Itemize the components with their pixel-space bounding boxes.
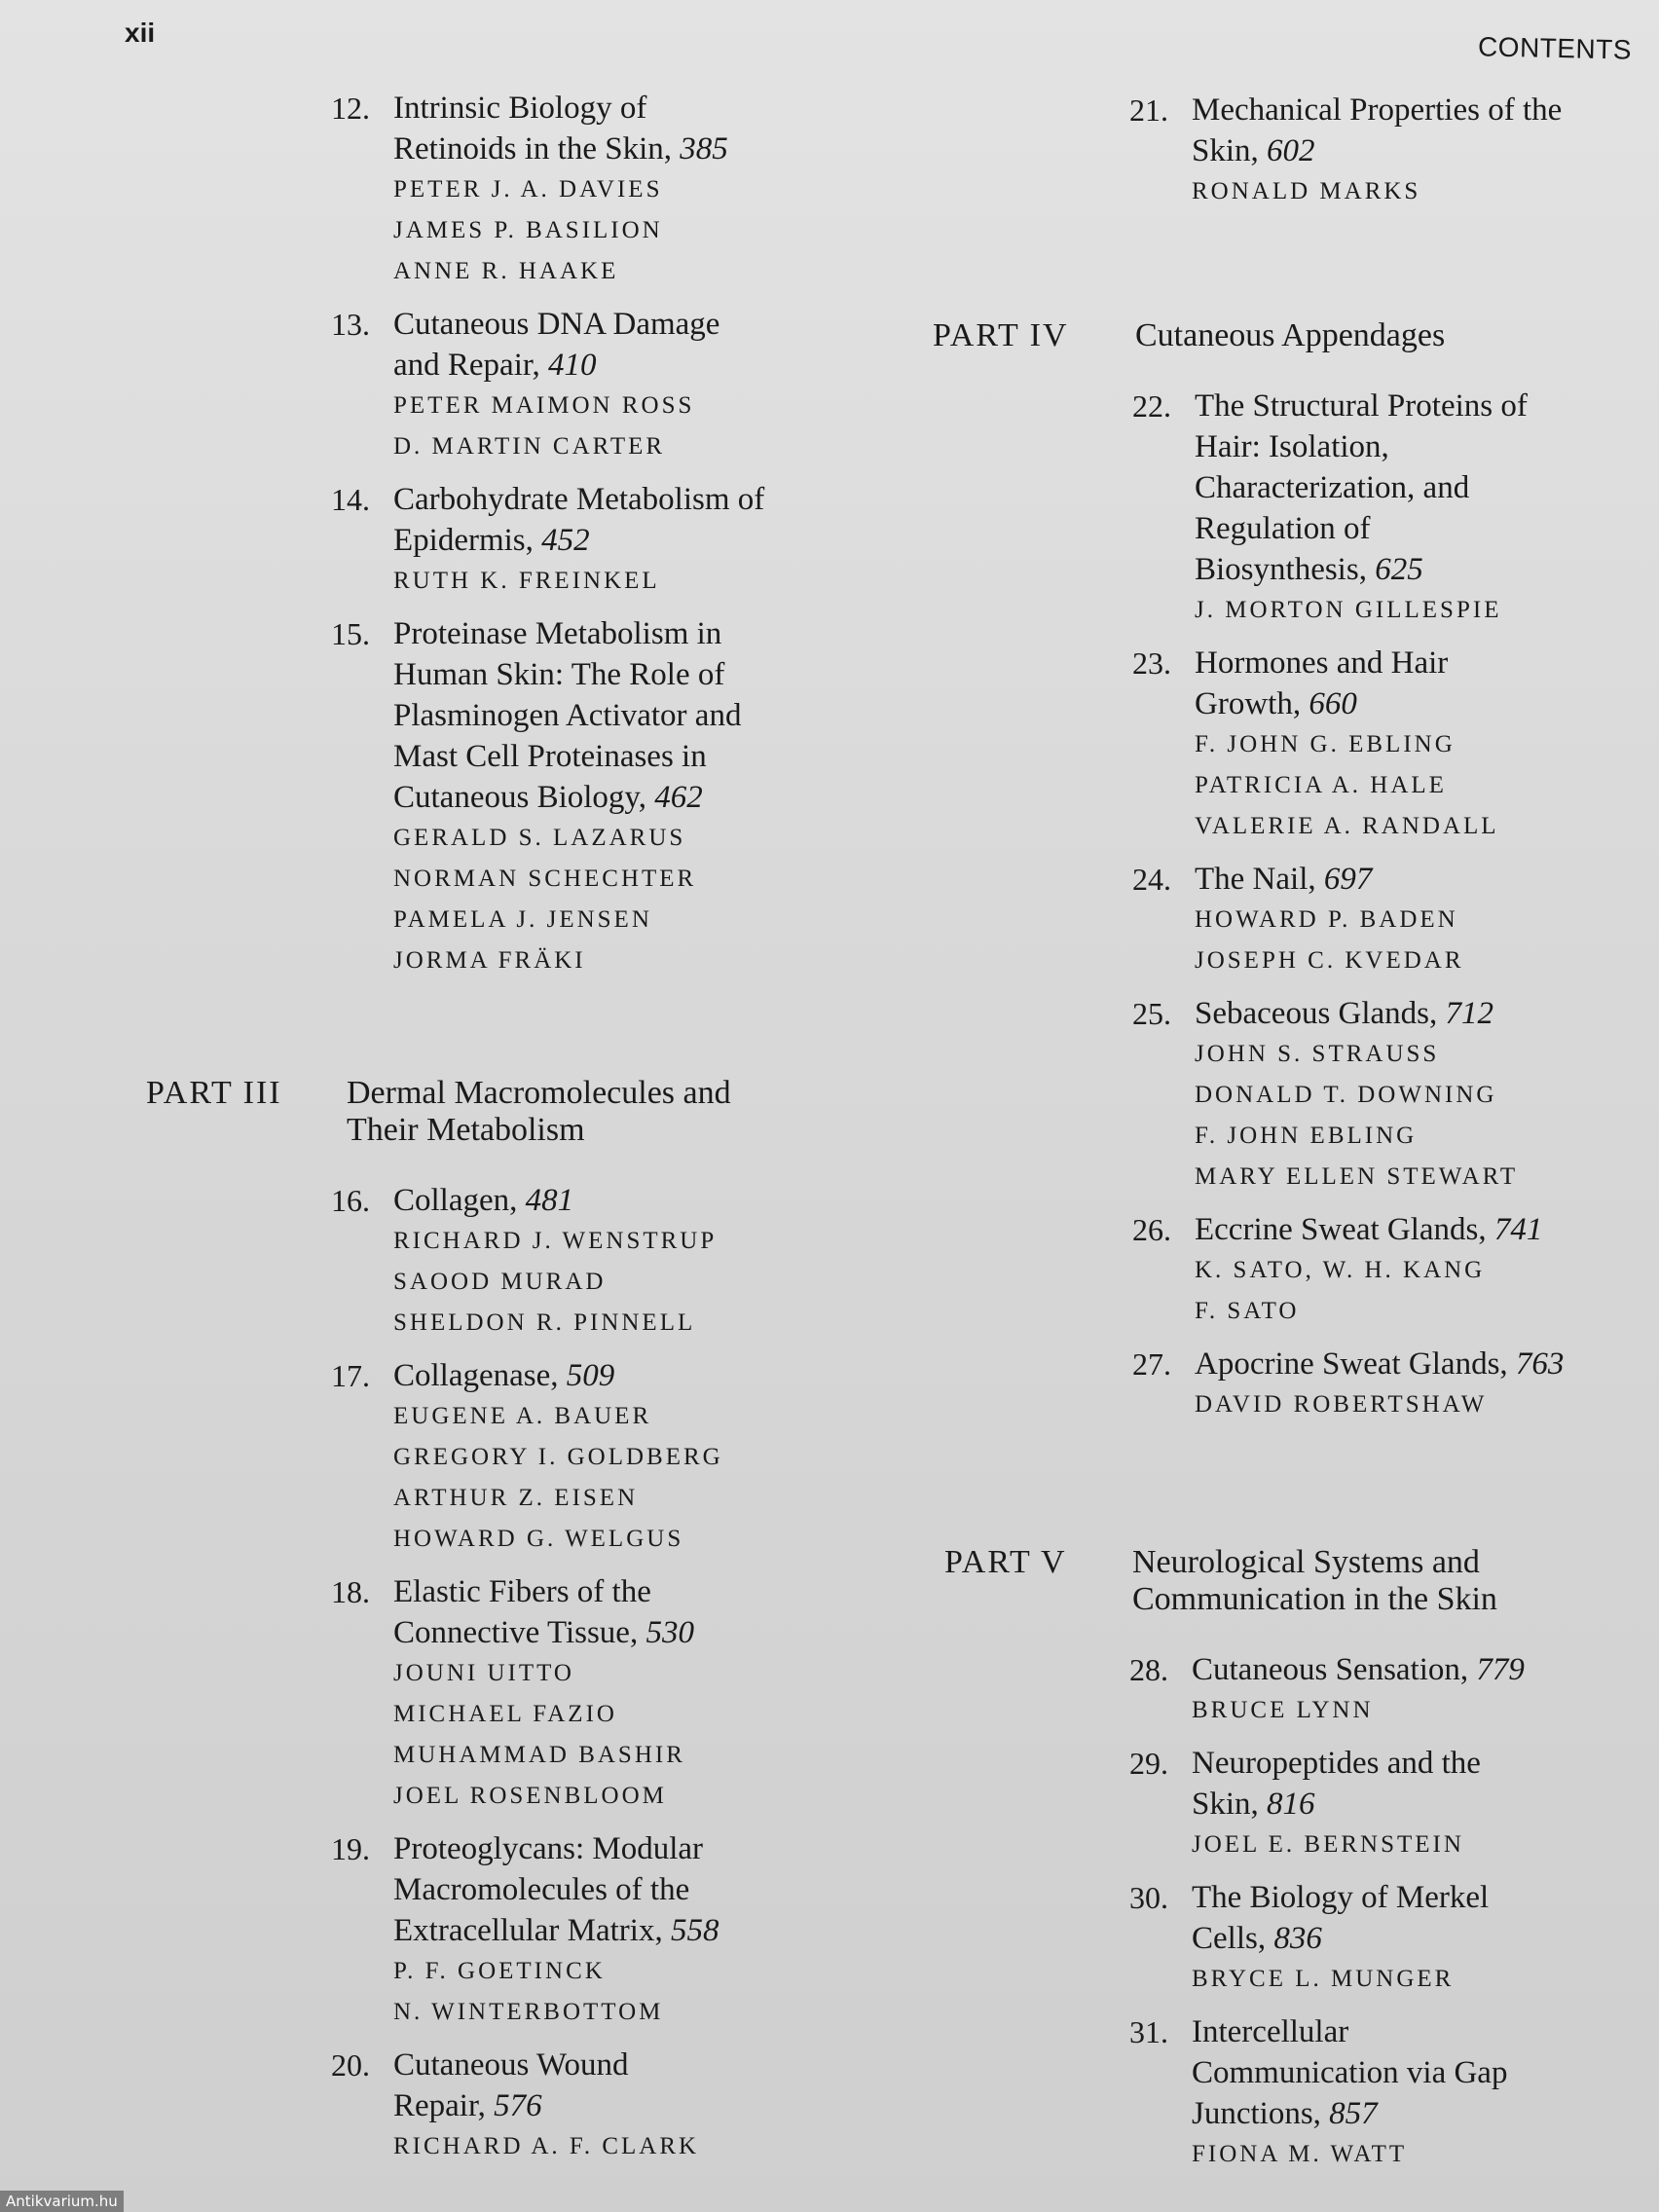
chapter-page: 452 (541, 523, 590, 558)
chapter-body (393, 1355, 876, 1560)
chapter-title-line: Skin, 602 (1192, 133, 1315, 168)
toc-entry (1129, 1877, 1636, 2000)
chapter-number: 14. (331, 482, 370, 517)
chapter-author: N. WINTERBOTTOM (393, 1999, 664, 2025)
toc-entry (1132, 1209, 1639, 1332)
part-title (1132, 1544, 1497, 1618)
part-label: PART IV (933, 317, 1069, 353)
chapter-author: NORMAN SCHECHTER (393, 866, 697, 892)
part-5-heading (944, 1544, 1497, 1618)
chapter-author: ANNE R. HAAKE (393, 258, 619, 284)
chapter-body (393, 88, 876, 292)
chapter-author: JOUNI UITTO (393, 1660, 574, 1686)
chapter-title-line: Apocrine Sweat Glands, 763 (1195, 1346, 1565, 1382)
chapter-author: RICHARD J. WENSTRUP (393, 1228, 718, 1254)
chapter-number: 21. (1129, 92, 1168, 128)
chapter-title-line: Neuropeptides and the (1192, 1746, 1481, 1781)
chapter-author: JOSEPH C. KVEDAR (1195, 947, 1464, 974)
chapter-number: 16. (331, 1183, 370, 1218)
part-title-line: Dermal Macromolecules and (347, 1075, 731, 1111)
chapter-title-line: Carbohydrate Metabolism of (393, 482, 765, 517)
chapter-page: 660 (1309, 686, 1357, 721)
chapter-author: PATRICIA A. HALE (1195, 772, 1447, 798)
chapter-page: 385 (680, 131, 728, 166)
chapter-title-line: Regulation of (1195, 511, 1371, 546)
chapter-body (1192, 1743, 1636, 1865)
chapter-number: 27. (1132, 1346, 1171, 1382)
chapter-title-line: Hair: Isolation, (1195, 429, 1389, 464)
chapter-number: 23. (1132, 645, 1171, 681)
chapter-title-line: The Structural Proteins of (1195, 388, 1528, 424)
chapter-page: 602 (1267, 133, 1315, 168)
chapter-number: 30. (1129, 1880, 1168, 1915)
chapter-page: 625 (1375, 552, 1423, 587)
chapter-title-line: Cutaneous DNA Damage (393, 307, 720, 342)
chapter-number: 18. (331, 1574, 370, 1609)
running-head: CONTENTS (1477, 31, 1633, 65)
chapter-title-line: Hormones and Hair (1195, 645, 1449, 681)
toc-entry (331, 88, 876, 292)
chapter-author: RUTH K. FREINKEL (393, 568, 660, 594)
right-column-mid (1132, 386, 1639, 1437)
chapter-number: 29. (1129, 1746, 1168, 1781)
part-4-heading (933, 317, 1445, 354)
chapter-title-line: Communication via Gap (1192, 2055, 1508, 2090)
chapter-number: 28. (1129, 1652, 1168, 1687)
toc-entry (1129, 1649, 1636, 1731)
chapter-author: MARY ELLEN STEWART (1195, 1163, 1519, 1190)
left-column-top (331, 88, 876, 993)
chapter-author: SHELDON R. PINNELL (393, 1309, 696, 1336)
chapter-title-line: Intercellular (1192, 2014, 1349, 2049)
chapter-body (1195, 1209, 1639, 1332)
chapter-title-line: Epidermis, 452 (393, 523, 590, 558)
chapter-page: 410 (548, 348, 597, 383)
part-label: PART V (944, 1544, 1067, 1580)
chapter-author: F. JOHN G. EBLING (1195, 731, 1456, 757)
chapter-number: 26. (1132, 1212, 1171, 1247)
chapter-page: 576 (494, 2088, 542, 2123)
chapter-title-line: Cells, 836 (1192, 1921, 1322, 1956)
chapter-number: 15. (331, 616, 370, 651)
chapter-author: JORMA FRÄKI (393, 947, 586, 974)
chapter-author: FIONA M. WATT (1192, 2141, 1408, 2167)
toc-entry (331, 2045, 876, 2167)
chapter-number: 24. (1132, 862, 1171, 897)
chapter-body (1192, 2011, 1636, 2175)
chapter-page: 857 (1329, 2096, 1378, 2131)
toc-entry (1132, 643, 1639, 847)
chapter-body (1195, 643, 1639, 847)
chapter-page: 697 (1323, 862, 1373, 897)
toc-entry (1129, 2011, 1636, 2175)
chapter-author: GREGORY I. GOLDBERG (393, 1444, 723, 1470)
chapter-page: 558 (670, 1913, 719, 1948)
chapter-title-line: Biosynthesis, 625 (1195, 552, 1423, 587)
chapter-author: EUGENE A. BAUER (393, 1403, 652, 1429)
chapter-author: DONALD T. DOWNING (1195, 1082, 1497, 1108)
chapter-author: RICHARD A. F. CLARK (393, 2133, 700, 2159)
chapter-author: BRUCE LYNN (1192, 1697, 1374, 1723)
chapter-page: 712 (1445, 996, 1494, 1031)
part-title-line: Their Metabolism (347, 1112, 585, 1148)
chapter-author: GERALD S. LAZARUS (393, 825, 686, 851)
chapter-author: F. SATO (1195, 1298, 1300, 1324)
chapter-body (1192, 90, 1636, 212)
toc-entry (331, 1180, 876, 1344)
chapter-title-line: Extracellular Matrix, 558 (393, 1913, 719, 1948)
toc-entry (331, 479, 876, 602)
part-3-heading (146, 1075, 731, 1149)
toc-entry (1132, 1344, 1639, 1425)
chapter-body (393, 1180, 876, 1344)
toc-entry (331, 304, 876, 467)
toc-entry (1132, 993, 1639, 1198)
chapter-author: K. SATO, W. H. KANG (1195, 1257, 1486, 1283)
chapter-title-line: Proteoglycans: Modular (393, 1831, 704, 1866)
chapter-author: BRYCE L. MUNGER (1192, 1966, 1455, 1992)
chapter-body (1192, 1877, 1636, 2000)
chapter-title-line: Cutaneous Biology, 462 (393, 780, 703, 815)
chapter-body (393, 613, 876, 981)
chapter-title-line: Cutaneous Wound (393, 2047, 629, 2083)
toc-entry (331, 1571, 876, 1817)
right-column-bottom (1129, 1649, 1636, 2187)
toc-entry (1129, 90, 1636, 212)
part-title (1135, 317, 1445, 354)
chapter-body (393, 479, 876, 602)
chapter-title-line: Elastic Fibers of the (393, 1574, 651, 1609)
chapter-author: P. F. GOETINCK (393, 1958, 606, 1984)
chapter-body (393, 1828, 876, 2033)
chapter-body (1195, 993, 1639, 1198)
chapter-author: D. MARTIN CARTER (393, 433, 666, 460)
chapter-title-line: Retinoids in the Skin, 385 (393, 131, 728, 166)
left-column-bottom (331, 1180, 876, 2179)
toc-entry (1132, 859, 1639, 981)
chapter-author: JAMES P. BASILION (393, 217, 663, 243)
chapter-author: PETER J. A. DAVIES (393, 176, 663, 203)
part-title-line: Neurological Systems and (1132, 1544, 1480, 1580)
chapter-title-line: Growth, 660 (1195, 686, 1357, 721)
chapter-page: 481 (525, 1183, 574, 1218)
chapter-author: ARTHUR Z. EISEN (393, 1485, 639, 1511)
chapter-author: RONALD MARKS (1192, 178, 1421, 204)
chapter-title-line: The Nail, 697 (1195, 862, 1373, 897)
chapter-author: JOHN S. STRAUSS (1195, 1041, 1440, 1067)
chapter-number: 12. (331, 91, 370, 126)
chapter-author: J. MORTON GILLESPIE (1195, 597, 1502, 623)
chapter-author: SAOOD MURAD (393, 1269, 607, 1295)
chapter-title-line: Characterization, and (1195, 470, 1470, 505)
chapter-page: 836 (1273, 1921, 1322, 1956)
chapter-page: 763 (1515, 1346, 1565, 1382)
toc-entry (331, 613, 876, 981)
toc-entry (1129, 1743, 1636, 1865)
chapter-page: 741 (1493, 1212, 1543, 1247)
chapter-body (393, 304, 876, 467)
chapter-author: JOEL ROSENBLOOM (393, 1783, 667, 1809)
right-column-top (1129, 90, 1636, 224)
part-title-line: Cutaneous Appendages (1135, 317, 1446, 353)
chapter-title-line: Macromolecules of the (393, 1872, 690, 1907)
chapter-title-line: Mast Cell Proteinases in (393, 739, 707, 774)
chapter-page: 509 (566, 1358, 615, 1393)
part-title-line: Communication in the Skin (1132, 1581, 1497, 1617)
chapter-page: 530 (645, 1615, 694, 1650)
chapter-number: 25. (1132, 996, 1171, 1031)
chapter-number: 13. (331, 307, 370, 342)
chapter-number: 22. (1132, 388, 1171, 424)
chapter-title-line: Intrinsic Biology of (393, 91, 647, 126)
chapter-number: 17. (331, 1358, 370, 1393)
chapter-title-line: Human Skin: The Role of (393, 657, 725, 692)
chapter-title-line: Skin, 816 (1192, 1787, 1315, 1822)
chapter-number: 19. (331, 1831, 370, 1866)
chapter-title-line: Proteinase Metabolism in (393, 616, 722, 651)
part-label: PART III (146, 1075, 282, 1111)
chapter-title-line: Repair, 576 (393, 2088, 542, 2123)
toc-entry (331, 1828, 876, 2033)
chapter-author: DAVID ROBERTSHAW (1195, 1391, 1488, 1418)
chapter-page: 462 (654, 780, 703, 815)
chapter-body (393, 1571, 876, 1817)
chapter-title-line: Sebaceous Glands, 712 (1195, 996, 1494, 1031)
chapter-title-line: Plasminogen Activator and (393, 698, 742, 733)
chapter-title-line: Cutaneous Sensation, 779 (1192, 1652, 1525, 1687)
chapter-body (1192, 1649, 1636, 1731)
chapter-title-line: Eccrine Sweat Glands, 741 (1195, 1212, 1543, 1247)
chapter-author: MICHAEL FAZIO (393, 1701, 617, 1727)
chapter-title-line: The Biology of Merkel (1192, 1880, 1490, 1915)
chapter-body (1195, 1344, 1639, 1425)
chapter-page: 779 (1476, 1652, 1525, 1687)
chapter-number: 20. (331, 2047, 370, 2083)
chapter-title-line: Collagenase, 509 (393, 1358, 615, 1393)
chapter-author: HOWARD G. WELGUS (393, 1526, 684, 1552)
part-title (347, 1075, 731, 1149)
chapter-author: MUHAMMAD BASHIR (393, 1742, 685, 1768)
chapter-author: PETER MAIMON ROSS (393, 392, 695, 419)
chapter-body (1195, 859, 1639, 981)
watermark: Antikvarium.hu (0, 2191, 124, 2212)
chapter-page: 816 (1267, 1787, 1315, 1822)
chapter-title-line: Collagen, 481 (393, 1183, 574, 1218)
chapter-author: JOEL E. BERNSTEIN (1192, 1831, 1464, 1858)
chapter-author: PAMELA J. JENSEN (393, 906, 652, 933)
chapter-title-line: Mechanical Properties of the (1192, 92, 1563, 128)
chapter-title-line: and Repair, 410 (393, 348, 597, 383)
chapter-author: HOWARD P. BADEN (1195, 906, 1458, 933)
chapter-number: 31. (1129, 2014, 1168, 2049)
chapter-title-line: Connective Tissue, 530 (393, 1615, 694, 1650)
toc-entry (1132, 386, 1639, 631)
chapter-title-line: Junctions, 857 (1192, 2096, 1378, 2131)
chapter-author: F. JOHN EBLING (1195, 1123, 1418, 1149)
chapter-body (1195, 386, 1639, 631)
toc-entry (331, 1355, 876, 1560)
chapter-author: VALERIE A. RANDALL (1195, 813, 1499, 839)
chapter-body (393, 2045, 876, 2167)
page-number: xii (125, 18, 156, 48)
